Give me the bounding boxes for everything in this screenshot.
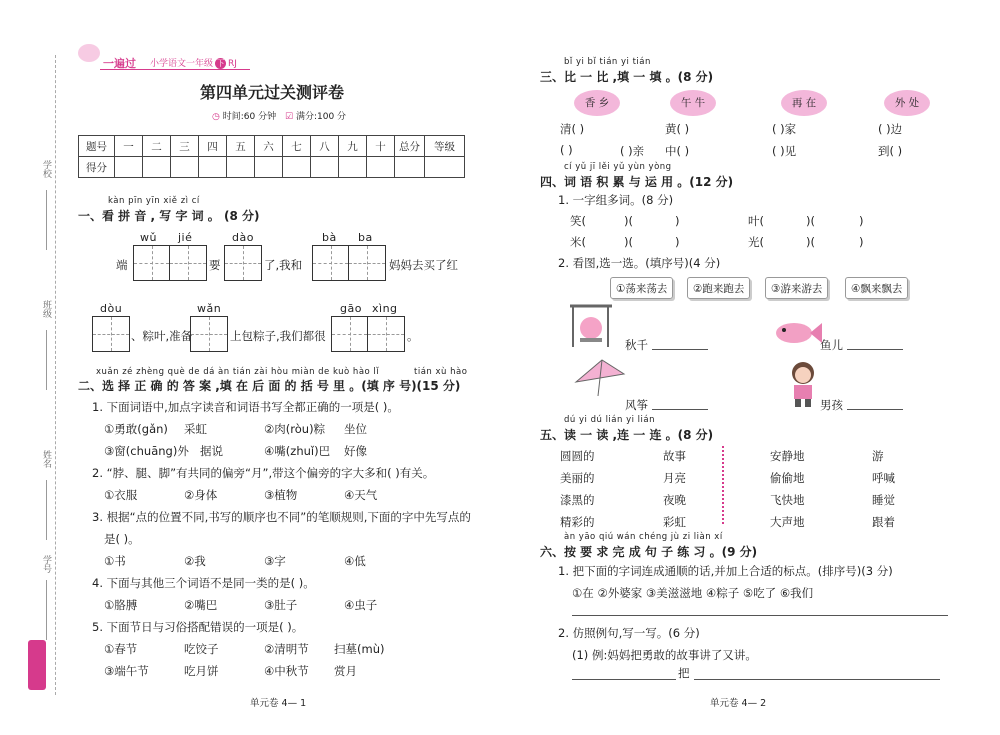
q2-5-opt3b: 吃月饼 [184,664,219,678]
word-yao: 要 [209,258,221,272]
q2-1-opt4b: 好像 [344,444,367,458]
score-col-8: 八 [311,136,339,157]
s6-word-list: ①在 ②外婆家 ③美滋滋地 ④粽子 ⑤吃了 ⑥我们 [572,586,814,600]
s3-pinyin: bǐ yi bǐ tián yi tián [564,57,651,67]
link-c1-3[interactable]: 精彩的 [560,515,595,529]
blank-fengzheng[interactable] [652,409,708,410]
choice-pao: ②跑来跑去 [687,277,750,299]
label-fengzheng: 风筝 [625,398,648,412]
q2-4-opt1: ①胳膊 [104,598,138,612]
score-col-4: 四 [199,136,227,157]
q2-4-opt2: ②嘴巴 [184,598,218,612]
fill-jian[interactable]: ( )见 [772,144,797,158]
link-c3-2[interactable]: 飞快地 [770,493,805,507]
blank-nanhai[interactable] [847,409,903,410]
s1-pinyin: kàn pīn yīn xiě zì cí [108,196,200,206]
score-row-label: 得分 [79,157,115,178]
writing-grid-gaoxing[interactable] [331,316,405,352]
score-table-header-row [79,136,465,157]
pinyin-wan: wǎn [197,302,222,315]
q2-1-opt4a: ④嘴(zhuǐ)巴 [264,444,331,458]
dotted-divider [722,446,724,524]
pinyin-ba2: ba [358,231,373,244]
score-cell[interactable] [227,157,255,178]
q2-2-opt4: ④天气 [344,488,378,502]
zu-ci-ye[interactable]: 叶( )( ) [748,214,864,228]
flower-icon [78,44,100,62]
writing-grid-baba[interactable] [312,245,386,281]
score-col-1: 一 [115,136,143,157]
fill-qin[interactable]: ( )亲 [620,144,645,158]
blank-yuer[interactable] [847,349,903,350]
q2-4-stem: 4. 下面与其他三个词语不是同一类的是( )。 [92,576,315,590]
score-col-grade: 等级 [425,136,465,157]
school-label: 学校 [41,160,51,178]
s5-pinyin: dú yi dú lián yi lián [564,415,655,425]
q2-5-opt2b: 扫墓(mù) [334,642,385,656]
q2-5-opt3a: ③端午节 [104,664,149,678]
writing-grid-wujie[interactable] [133,245,207,281]
pinyin-wu: wǔ [140,231,157,244]
fill-qing[interactable]: 清( ) [560,122,585,136]
writing-grid-wan[interactable] [190,316,228,352]
fill-blank[interactable]: ( ) [560,143,573,157]
zu-ci-mi[interactable]: 米( )( ) [570,235,680,249]
brand-subject: 小学语文一年级 下 RJ [150,59,237,69]
s4-title: 四、词 语 积 累 与 运 用 。(12 分) [540,175,734,189]
fill-jia[interactable]: ( )家 [772,122,797,136]
score-col-6: 六 [255,136,283,157]
link-c1-0[interactable]: 圆圆的 [560,449,595,463]
link-c4-2[interactable]: 睡觉 [872,493,895,507]
q2-1-opt3a: ③窗(chuāng)外 [104,444,189,458]
fish-image [770,317,824,347]
class-label: 班级 [41,300,51,318]
page-footer-left: 单元卷 4— 1 [250,698,307,709]
s4-pinyin: cí yǔ jī lěi yǔ yùn yòng [564,162,672,172]
time-info: ◷ 时间:60 分钟 [212,112,277,122]
q2-1-opt2a: ②肉(ròu)粽 [264,422,326,436]
fill-huang[interactable]: 黄( ) [665,122,690,136]
q2-5-stem: 5. 下面节日与习俗搭配错误的一项是( )。 [92,620,304,634]
q2-5-opt1b: 吃饺子 [184,642,219,656]
q2-5-opt4a: ④中秋节 [264,664,309,678]
school-blank[interactable] [46,190,47,250]
choice-dang: ①荡来荡去 [610,277,673,299]
q2-2-opt1: ①衣服 [104,488,138,502]
score-col-5: 五 [227,136,255,157]
cloud-xiang-xiang: 香 乡 [574,90,620,116]
link-c4-0[interactable]: 游 [872,449,884,463]
q2-2-opt2: ②身体 [184,488,218,502]
answer-line-2a[interactable] [572,679,676,680]
binding-margin [0,0,70,735]
answer-line-2b[interactable] [694,679,940,680]
s6-q2: 2. 仿照例句,写一写。(6 分) [558,626,700,640]
q2-5-opt2a: ②清明节 [264,642,309,656]
label-qiuqian: 秋千 [625,338,648,352]
score-col-total: 总分 [395,136,425,157]
score-cell[interactable] [143,157,171,178]
s4-q1: 1. 一字组多词。(8 分) [558,193,674,207]
pinyin-gao: gāo [340,302,362,315]
text-baozongzi: 上包粽子,我们都很 [230,329,326,343]
link-c1-1[interactable]: 美丽的 [560,471,595,485]
text-period: 。 [407,329,419,343]
student-id-label: 学号 [41,555,51,573]
brand-logo-side [28,640,46,690]
link-c3-1[interactable]: 偷偷地 [770,471,805,485]
s6-pinyin: àn yāo qiú wán chéng jù zi liàn xí [564,532,723,542]
q2-1-opt3b: 据说 [200,444,223,458]
q2-3-stem: 3. 根据“点的位置不同,书写的顺序也不同”的笔顺规则,下面的字中先写点的 [92,510,471,524]
link-c2-2[interactable]: 夜晚 [663,493,686,507]
score-col-7: 七 [283,136,311,157]
s6-title: 六、按 要 求 完 成 句 子 练 习 。(9 分) [540,545,758,559]
pinyin-xing: xìng [372,302,398,315]
word-ba: 把 [678,666,690,680]
score-cell[interactable] [199,157,227,178]
score-col-3: 三 [171,136,199,157]
score-cell[interactable] [171,157,199,178]
q2-3-opt4: ④低 [344,554,366,568]
text-zongye: 、粽叶,准备 [131,329,193,343]
score-cell[interactable] [339,157,367,178]
score-cell[interactable] [311,157,339,178]
q2-1-stem: 1. 下面词语中,加点字读音和词语书写全都正确的一项是( )。 [92,400,399,414]
pinyin-dou: dòu [100,302,123,315]
q2-2-stem: 2. “脖、腿、脚”有共同的偏旁“月”,带这个偏旁的字大多和( )有关。 [92,466,435,480]
label-yuer: 鱼儿 [820,338,843,352]
pinyin-jie: jié [178,231,193,244]
score-cell[interactable] [255,157,283,178]
s2-pinyin: xuǎn zé zhèng què de dá àn tián zài hòu miàn de kuò hào lǐ [96,367,380,377]
s3-title: 三、比 一 比 ,填 一 填 。(8 分) [540,70,714,84]
link-c2-3[interactable]: 彩虹 [663,515,686,529]
score-table [78,135,465,178]
score-cell[interactable] [367,157,395,178]
word-duan: 端 [116,258,128,272]
choice-piao: ④飘来飘去 [845,277,908,299]
link-c1-2[interactable]: 漆黑的 [560,493,595,507]
class-blank[interactable] [46,330,47,390]
q2-5-opt4b: 赏月 [334,664,357,678]
score-table-input-row [79,157,465,178]
choice-you: ③游来游去 [765,277,828,299]
pinyin-ba: bà [322,231,337,244]
cloud-zai-zai: 再 在 [781,90,827,116]
s6-q1: 1. 把下面的字词连成通顺的话,并加上合适的标点。(排序号)(3 分) [558,564,893,578]
id-blank[interactable] [46,580,47,640]
q2-5-opt1a: ①春节 [104,642,138,656]
s6-example: (1) 例:妈妈把勇敢的故事讲了又讲。 [572,648,757,662]
score-cell[interactable] [283,157,311,178]
page-title: 第四单元过关测评卷 [200,83,345,102]
answer-line-1[interactable] [572,615,948,616]
q2-4-opt3: ③肚子 [264,598,298,612]
q2-3-stem2: 是( )。 [104,532,140,546]
s5-title: 五、读 一 读 ,连 一 连 。(8 分) [540,428,714,442]
margin-fold-line [55,55,56,695]
cloud-wai-chu: 外 处 [884,90,930,116]
q2-4-opt4: ④虫子 [344,598,378,612]
fill-bian[interactable]: ( )边 [878,122,903,136]
s2-pinyin2: tián xù hào [414,367,468,377]
text-le-wohe: 了,我和 [264,258,303,272]
fill-zhong[interactable]: 中( ) [665,144,690,158]
s4-q2: 2. 看图,选一选。(填序号)(4 分) [558,256,721,270]
link-c3-3[interactable]: 大声地 [770,515,805,529]
score-col-10: 十 [367,136,395,157]
right-page [500,0,1000,735]
zu-ci-xiao[interactable]: 笑( )( ) [570,214,680,228]
pinyin-dao: dào [232,231,254,244]
name-label: 姓名 [41,450,51,468]
q2-2-opt3: ③植物 [264,488,298,502]
link-c2-1[interactable]: 月亮 [663,471,686,485]
writing-grid-dao[interactable] [224,245,262,281]
link-c3-0[interactable]: 安静地 [770,449,805,463]
text-mama: 妈妈去买了红 [389,258,458,272]
zu-ci-guang[interactable]: 光( )( ) [748,235,864,249]
kite-image [572,356,628,398]
q2-3-opt2: ②我 [184,554,206,568]
s1-title: 一、看 拼 音 , 写 字 词 。 (8 分) [78,209,260,223]
q2-1-opt1b: 采虹 [184,422,207,436]
link-c4-3[interactable]: 跟着 [872,515,895,529]
q2-1-opt2b: 坐位 [344,422,367,436]
score-cell[interactable] [115,157,143,178]
score-col-2: 二 [143,136,171,157]
link-c2-0[interactable]: 故事 [663,449,686,463]
writing-grid-dou[interactable] [92,316,130,352]
q2-1-opt1a: ①勇敢(gǎn) [104,422,168,436]
blank-qiuqian[interactable] [652,349,708,350]
cloud-wu-niu: 午 牛 [670,90,716,116]
brand-name: 一遍过 [103,57,136,70]
q2-3-opt3: ③字 [264,554,286,568]
score-col-9: 九 [339,136,367,157]
score-cell[interactable] [395,157,425,178]
label-nanhai: 男孩 [820,398,843,412]
page-footer-right: 单元卷 4— 2 [710,698,767,709]
score-cell[interactable] [425,157,465,178]
s2-title: 二、选 择 正 确 的 答 案 ,填 在 后 面 的 括 号 里 。(填 序 号)(15 分) [78,379,461,393]
score-info: ☑ 满分:100 分 [285,112,347,122]
link-c4-1[interactable]: 呼喊 [872,471,895,485]
header-rule [100,69,250,70]
name-blank[interactable] [46,480,47,540]
fill-dao[interactable]: 到( ) [878,144,903,158]
swing-image [568,302,618,352]
score-col-label: 题号 [79,136,115,157]
q2-3-opt1: ①书 [104,554,126,568]
boy-image [783,360,823,408]
